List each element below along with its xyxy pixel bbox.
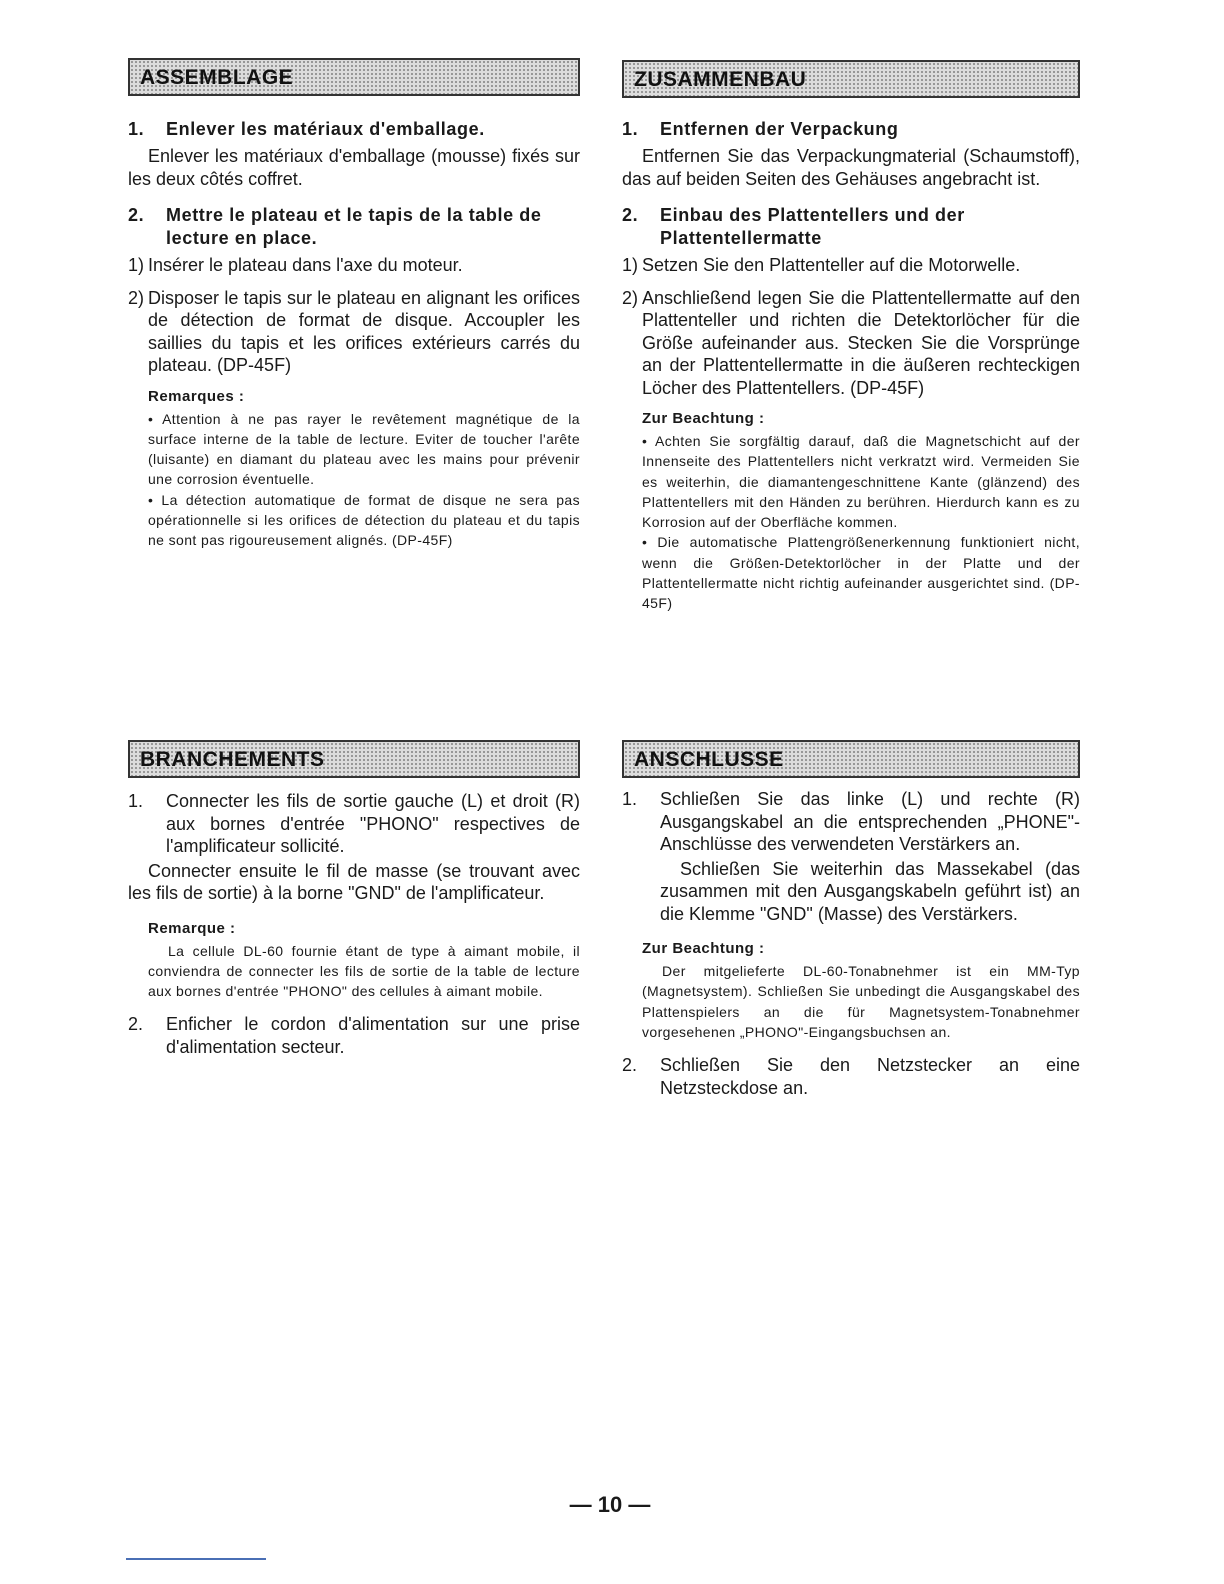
de-assembly-remarks-title: Zur Beachtung : (642, 410, 765, 427)
de-connections-section (622, 788, 1080, 1109)
de-assembly-step2: 2) Anschließend legen Sie die Plattentellermatte auf den Plattenteller und richten die Detektorlöcher für die Größe aufeinander aus. Stecken Sie die Vorsprünge an der Plattentellermatte in die äußeren rechteckigen Löcher des Plattentellers. (DP-45F) (622, 287, 1080, 398)
fr-connections-item1: 1. Connecter les fils de sortie gauche (L) et droit (R) aux bornes d'entrée "PHONO" respectives de l'amplificateur sollicité. (128, 791, 580, 856)
fr-assembly-step1: 1) Insérer le plateau dans l'axe du moteur. (128, 255, 463, 275)
banner-zusammenbau (622, 60, 1080, 98)
fr-connections-remark: La cellule DL-60 fournie étant de type à aimant mobile, il conviendra de connecter les fils de sortie de la table de lecture aux bornes d'entrée "PHONO" des cellules à aimant mobile. (148, 942, 580, 1000)
fr-assembly-remark1: • Attention à ne pas rayer le revêtement magnétique de la surface interne de la table de lecture. Eviter de toucher l'arête (luisante) en diamant du plateau avec les mains pour prévenir une corrosion éventuelle. (148, 410, 580, 488)
fr-assembly-remark2: • La détection automatique de format de disque ne sera pas opérationnelle si les orifices de détection du plateau et du tapis ne sont pas rigoureusement alignés. (DP-45F) (148, 491, 580, 549)
fr-connections-item1-para2: Connecter ensuite le fil de masse (se trouvant avec les fils de sortie) à la borne "GND" de l'amplificateur. (128, 860, 580, 903)
de-connections-item1-para2: Schließen Sie weiterhin das Massekabel (das zusammen mit den Ausgangskabeln geführt ist) an die Klemme "GND" (Masse) des Verstärkers. (660, 858, 1080, 924)
fr-assembly-item1-body: Enlever les matériaux d'emballage (mousse) fixés sur les deux côtés coffret. (128, 146, 580, 189)
de-assembly-section (622, 118, 1080, 614)
banner-zusammenbau-text: ZUSAMMENBAU (634, 68, 807, 91)
footer-rule (126, 1558, 266, 1560)
fr-assembly-section (128, 118, 580, 551)
banner-assemblage-text: ASSEMBLAGE (140, 66, 294, 89)
de-assembly-item2-heading: 2. Einbau des Plattentellers und der Plattentellermatte (622, 205, 965, 248)
fr-assembly-step2: 2) Disposer le tapis sur le plateau en alignant les orifices de détection de format de disque. Accoupler les saillies du tapis et les orifices extérieurs carrés du plateau. (DP-45F) (128, 287, 580, 375)
page-number: — 10 — (569, 1492, 651, 1517)
de-connections-item1: 1. Schließen Sie das linke (L) und rechte (R) Ausgangskabel an die entsprechenden „PHONE"-Anschlüsse des verwendeten Verstärkers an. (622, 789, 1080, 854)
fr-assembly-item2-heading: 2. Mettre le plateau et le tapis de la table de lecture en place. (128, 205, 542, 248)
banner-anschlusse-text: ANSCHLUSSE (634, 748, 784, 771)
de-assembly-remark1: • Achten Sie sorgfältig darauf, daß die Magnetschicht auf der Innenseite des Plattentellers nicht verkratzt wird. Vermeiden Sie es weiterhin, die diamantengeschnittene Kante (glänzend) des Plattentellers mit den Händen zu berühren. Hierdurch kann es zu Korrosion auf der Oberfläche kommen. (642, 433, 1080, 531)
banner-anschlusse (622, 740, 1080, 778)
de-connections-remark-title: Zur Beachtung : (642, 940, 765, 957)
fr-assembly-item1-heading: 1. Enlever les matériaux d'emballage. (128, 119, 485, 139)
de-assembly-item1-heading: 1. Entfernen der Verpackung (622, 119, 899, 139)
de-assembly-item1-body: Entfernen Sie das Verpackungmaterial (Schaumstoff), das auf beiden Seiten des Gehäuses angebracht ist. (622, 146, 1080, 189)
banner-assemblage (128, 58, 580, 96)
de-assembly-step1: 1) Setzen Sie den Plattenteller auf die Motorwelle. (622, 255, 1021, 275)
banner-branchements (128, 740, 580, 778)
de-assembly-remark2: • Die automatische Plattengrößenerkennung funktioniert nicht, wenn die Größen-Detektorlöcher in der Platte und der Plattentellermatte nicht richtig aufeinander ausgerichtet sind. (DP-45F) (642, 534, 1080, 612)
banner-branchements-text: BRANCHEMENTS (140, 748, 325, 771)
fr-connections-section (128, 790, 580, 1068)
fr-assembly-remarks-title: Remarques : (148, 387, 245, 405)
fr-connections-item2: 2. Enficher le cordon d'alimentation sur une prise d'alimentation secteur. (128, 1014, 580, 1057)
de-connections-item2: 2. Schließen Sie den Netzstecker an eine Netzsteckdose an. (622, 1055, 1080, 1098)
fr-connections-remark-title: Remarque : (148, 919, 236, 937)
de-connections-remark: Der mitgelieferte DL-60-Tonabnehmer ist ein MM-Typ (Magnetsystem). Schließen Sie unbedingt die Ausgangskabel des Plattenspielers an die für Magnetsystem-Tonabnehmer vorgesehenen „PHONO"-Eingangsbuchsen an. (642, 963, 1080, 1040)
